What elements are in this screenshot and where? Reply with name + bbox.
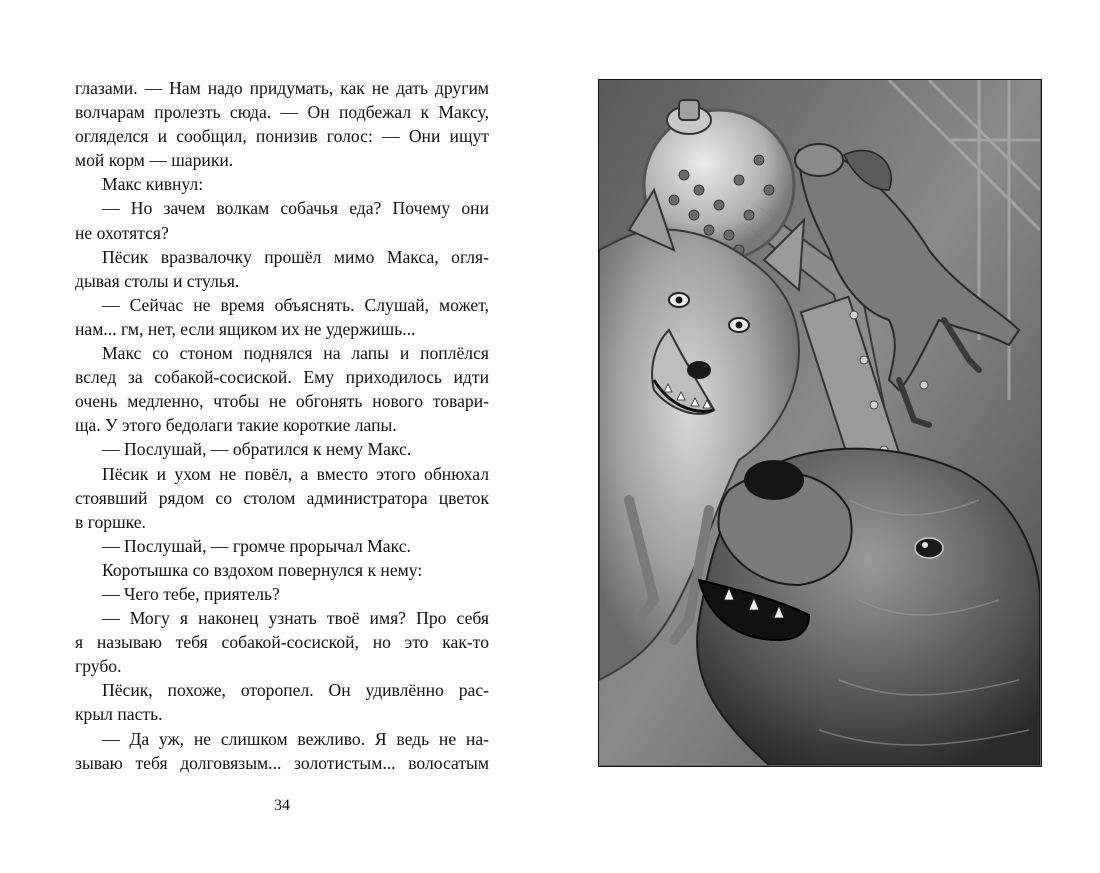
text-line: глазами. — Нам надо придумать, как не дать другим — [75, 78, 489, 98]
text-line: крыл пасть. — [75, 704, 163, 725]
text-line: зываю тебя долговязым... золотистым... волосатым — [75, 752, 489, 773]
golden-retriever — [697, 449, 1040, 765]
text-line: Пёсик вразвалочку прошёл мимо Макса, огля- — [102, 246, 489, 267]
text-line: волчарам пролезть сюда. — Он подбежал к Максу, — [75, 102, 489, 123]
text-line: огляделся и сообщил, понизив голос: — Они ищут — [75, 126, 489, 147]
body-text — [75, 76, 489, 775]
text-line: вслед за собакой-сосиской. Ему приходилось идти — [75, 367, 489, 388]
text-line: — Могу я наконец узнать твоё имя? Про себя — [102, 608, 489, 629]
text-line: стоявший рядом со столом администратора цветок — [75, 487, 489, 508]
right-page — [550, 0, 1100, 873]
illustration — [598, 79, 1042, 767]
text-line: грубо. — [75, 656, 122, 677]
text-line: я называю тебя собакой-сосиской, но это как-то — [75, 632, 489, 653]
text-line: очень медленно, чтобы не обгонять нового товари- — [75, 391, 489, 412]
page-number: 34 — [274, 797, 290, 814]
text-line: — Чего тебе, приятель? — [102, 583, 280, 604]
text-line: — Но зачем волкам собачья еда? Почему они — [102, 198, 489, 219]
text-line: в горшке. — [75, 511, 146, 532]
text-line: Пёсик, похоже, оторопел. Он удивлённо рас- — [102, 680, 489, 701]
text-line: Коротышка со вздохом повернулся к нему: — [102, 559, 423, 580]
text-line: Макс со стоном поднялся на лапы и поплёлся — [102, 343, 489, 364]
text-line: — Сейчас не время объяснять. Слушай, может, — [102, 294, 489, 315]
text-line: не охотятся? — [75, 222, 169, 243]
text-line: — Послушай, — обратился к нему Макс. — [102, 439, 412, 460]
text-line: нам... гм, нет, если ящиком их не удержишь... — [75, 318, 416, 339]
text-line: — Да уж, не слишком вежливо. Я ведь не на- — [102, 728, 489, 749]
text-line: дывая столы и стулья. — [75, 270, 240, 291]
text-line: ща. У этого бедолаги такие короткие лапы. — [75, 415, 397, 436]
text-line: — Послушай, — громче прорычал Макс. — [102, 535, 411, 556]
text-line: мой корм — шарики. — [75, 150, 234, 171]
text-line: Макс кивнул: — [102, 174, 204, 195]
text-line: Пёсик и ухом не повёл, а вместо этого обнюхал — [102, 463, 489, 484]
illustration-art — [599, 80, 1040, 765]
